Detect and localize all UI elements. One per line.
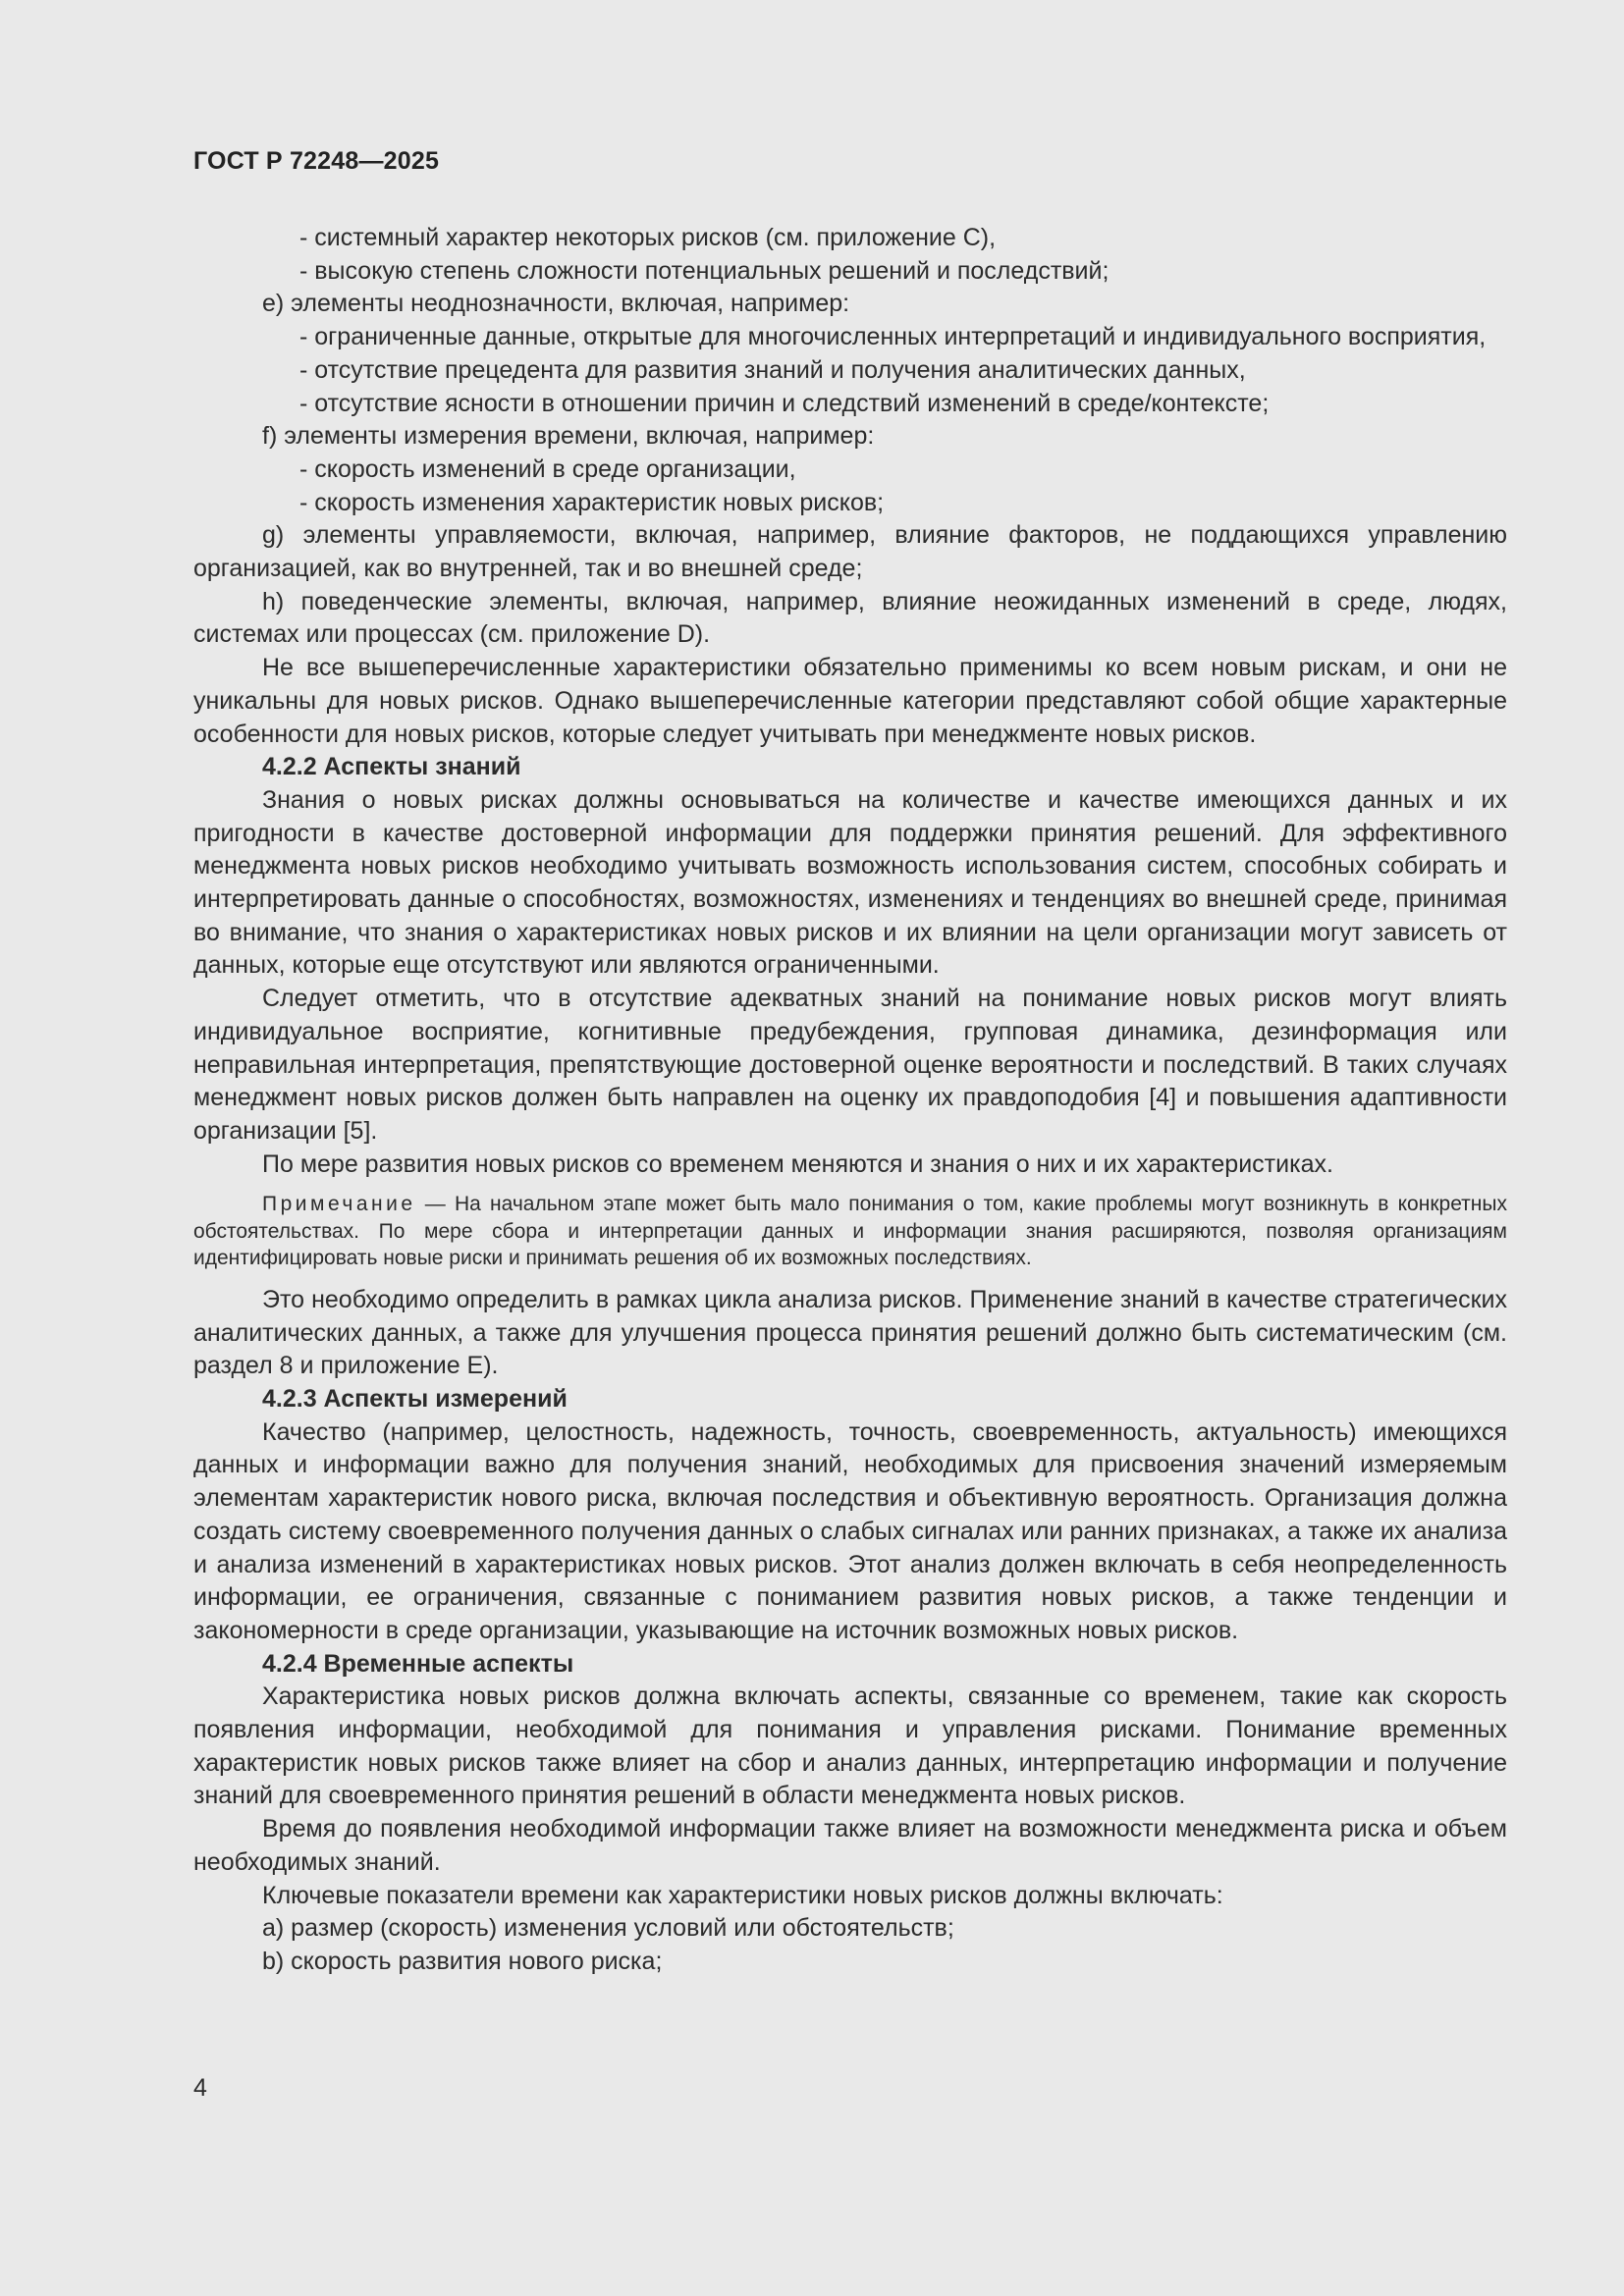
list-item: - скорость изменений в среде организации,	[299, 454, 796, 483]
section-heading-4-2-2: 4.2.2 Аспекты знаний	[262, 753, 521, 781]
paragraph: Характеристика новых рисков должна включать аспекты, связанные со временем, такие как скорость появления информации, необходимой для понимания и управления рисками. Понимание временных характеристик новых рисков также влияет на сбор и анализ данных, интерпретацию информации и получение знаний для своевременного принятия решений в области менеджмента новых рисков.	[193, 1682, 1507, 1810]
list-item: - отсутствие прецедента для развития знаний и получения аналитических данных,	[299, 355, 1246, 384]
note-text: — На начальном этапе может быть мало понимания о том, какие проблемы могут возникнуть в конкретных обстоятельствах. По мере сбора и интерпретации данных и информации знания расширяются, позволяя организациям идентифицировать новые риски и принимать решения об их возможных последствиях.	[193, 1193, 1507, 1270]
list-item: - скорость изменения характеристик новых рисков;	[299, 488, 885, 516]
list-item-g: g) элементы управляемости, включая, например, влияние факторов, не поддающихся управлению организацией, как во внутренней, так и во внешней среде;	[193, 521, 1507, 583]
list-item-h: h) поведенческие элементы, включая, например, влияние неожиданных изменений в среде, людях, системах или процессах (см. приложение D).	[193, 587, 1507, 649]
page-content	[193, 222, 1507, 1979]
document-header: ГОСТ Р 72248—2025	[193, 147, 440, 175]
paragraph: Не все вышеперечисленные характеристики обязательно применимы ко всем новым рискам, и они не уникальны для новых рисков. Однако вышеперечисленные категории представляют собой общие характерные особенности для новых рисков, которые следует учитывать при менеджменте новых рисков.	[193, 654, 1507, 748]
list-item-a: a) размер (скорость) изменения условий или обстоятельств;	[262, 1914, 954, 1943]
list-item: - отсутствие ясности в отношении причин и следствий изменений в среде/контексте;	[299, 389, 1270, 417]
paragraph: Время до появления необходимой информации также влияет на возможности менеджмента риска и объем необходимых знаний.	[193, 1815, 1507, 1876]
note-label: Примечание	[262, 1193, 416, 1216]
note	[193, 1191, 1507, 1272]
paragraph: Качество (например, целостность, надежность, точность, своевременность, актуальность) имеющихся данных и информации важно для получения знаний, необходимых для присвоения значений измеряемым элементам характеристик нового риска, включая последствия и объективную вероятность. Организация должна создать систему своевременного получения данных о слабых сигналах или ранних признаках, а также их анализа и анализа изменений в характеристиках новых рисков. Этот анализ должен включать в себя неопределенность информации, ее ограничения, связанные с пониманием развития новых рисков, а также тенденции и закономерности в среде организации, указывающие на источник возможных новых рисков.	[193, 1417, 1507, 1644]
list-item-b: b) скорость развития нового риска;	[262, 1947, 663, 1975]
list-item: - системный характер некоторых рисков (см. приложение С),	[299, 224, 997, 251]
list-item: - высокую степень сложности потенциальных решений и последствий;	[299, 256, 1110, 285]
list-item-f: f) элементы измерения времени, включая, например:	[262, 422, 875, 451]
list-item: - ограниченные данные, открытые для многочисленных интерпретаций и индивидуального восприятия,	[299, 323, 1487, 351]
section-heading-4-2-3: 4.2.3 Аспекты измерений	[262, 1385, 568, 1413]
page-number: 4	[193, 2074, 207, 2102]
paragraph: Это необходимо определить в рамках цикла анализа рисков. Применение знаний в качестве стратегических аналитических данных, а также для улучшения процесса принятия решений должно быть систематическим (см. раздел 8 и приложение Е).	[193, 1285, 1507, 1380]
list-item-e: e) элементы неоднозначности, включая, например:	[262, 290, 850, 318]
paragraph: По мере развития новых рисков со временем меняются и знания о них и их характеристиках.	[262, 1149, 1333, 1178]
paragraph: Следует отметить, что в отсутствие адекватных знаний на понимание новых рисков могут влиять индивидуальное восприятие, когнитивные предубеждения, групповая динамика, дезинформация или неправильная интерпретация, препятствующие достоверной оценке вероятности и последствий. В таких случаях менеджмент новых рисков должен быть направлен на оценку их правдоподобия [4] и повышения адаптивности организации [5].	[193, 985, 1507, 1145]
paragraph: Знания о новых рисках должны основываться на количестве и качестве имеющихся данных и их пригодности в качестве достоверной информации для поддержки принятия решений. Для эффективного менеджмента новых рисков необходимо учитывать возможность использования систем, способных собирать и интерпретировать данные о способностях, возможностях, изменениях и тенденциях во внешней среде, принимая во внимание, что знания о характеристиках новых рисков и их влиянии на цели организации могут зависеть от данных, которые еще отсутствуют или являются ограниченными.	[193, 785, 1507, 980]
section-heading-4-2-4: 4.2.4 Временные аспекты	[262, 1649, 574, 1678]
paragraph: Ключевые показатели времени как характеристики новых рисков должны включать:	[262, 1881, 1223, 1909]
